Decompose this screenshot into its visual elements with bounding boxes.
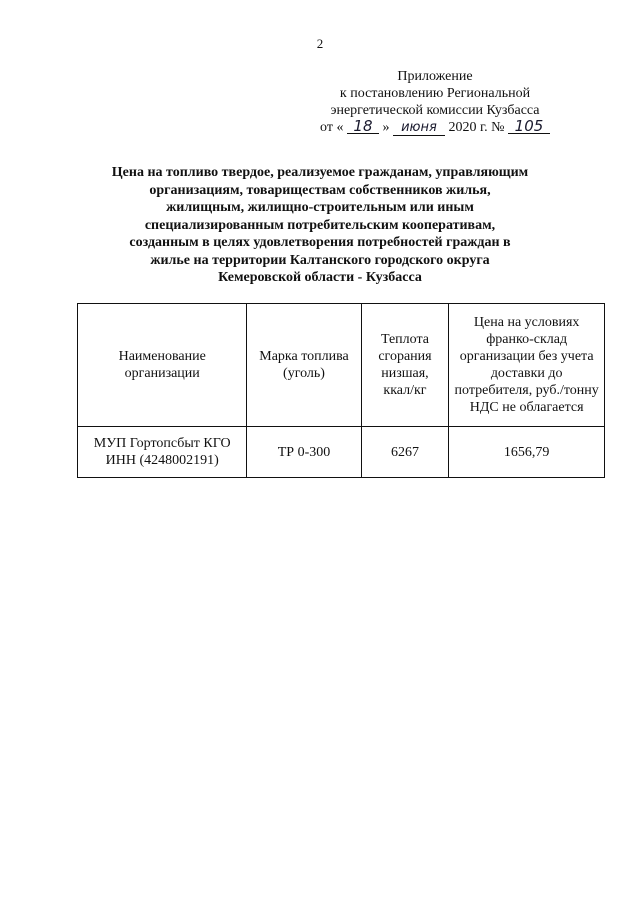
header-org: Наименование организации (78, 304, 247, 427)
header-price: Цена на условиях франко-склад организации без учета доставки до потребителя, руб./тонну НДС не облагается (449, 304, 605, 427)
cell-mark: ТР 0-300 (247, 427, 361, 478)
appendix-title: Приложение (397, 69, 473, 84)
page-number: 2 (316, 36, 324, 51)
org-name: МУП Гортопсбыт КГО (93, 436, 231, 451)
appendix-commission-line: энергетической комиссии Кузбасса (330, 103, 540, 118)
handwritten-day: 18 (347, 119, 379, 134)
org-inn: ИНН (4248002191) (105, 453, 219, 468)
header-mark: Марка топлива (уголь) (247, 304, 361, 427)
handwritten-month: июня (393, 121, 445, 136)
document-title: Цена на топливо твердое, реализуемое гражданам, управляющим организациям, товариществам собственников жилья, жилищным, жилищно-строительным или иным специализированным потребительским кооперативам, созданным в целях удовлетворения потребностей граждан в жилье на территории Калтанского городского округа Кемеровской области - Кузбасса (111, 165, 529, 285)
date-year: 2020 г. № (448, 120, 505, 135)
appendix-date-line (290, 119, 580, 136)
cell-price: 1656,79 (449, 427, 605, 478)
price-table (77, 303, 605, 478)
appendix-resolution-line: к постановлению Региональной (339, 86, 531, 101)
date-mid: » (382, 120, 390, 135)
header-heat: Теплота сгорания низшая, ккал/кг (361, 304, 449, 427)
table-row (78, 427, 605, 478)
cell-org (78, 427, 247, 478)
cell-heat: 6267 (361, 427, 449, 478)
date-prefix: от « (320, 120, 344, 135)
appendix-block (290, 68, 580, 136)
table-header-row (78, 304, 605, 427)
handwritten-number: 105 (508, 119, 550, 134)
